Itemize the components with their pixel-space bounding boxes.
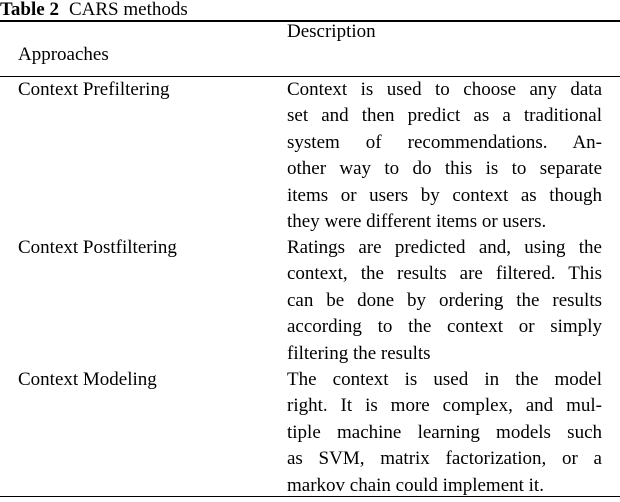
approach-cell: Context Modeling (18, 369, 157, 390)
description-line: Context is used to choose any data (287, 79, 602, 100)
header-approaches: Approaches (18, 44, 109, 65)
description-line: system of recommendations. An- (287, 131, 602, 153)
approach-cell: Context Prefiltering (18, 79, 170, 100)
description-cell (287, 235, 602, 367)
header-description: Description (287, 21, 376, 42)
description-line: set and then predict as a traditional (287, 105, 602, 127)
bottom-rule (0, 496, 620, 497)
description-line: right. It is more complex, and mul- (287, 395, 602, 417)
description-line: items or users by context as though (287, 184, 602, 206)
description-line: filtering the results (287, 342, 431, 364)
description-line: they were different items or users. (287, 211, 547, 233)
description-line: according to the context or simply (287, 316, 602, 338)
description-cell (287, 77, 602, 235)
table-label: Table 2 (0, 0, 59, 20)
description-line: other way to do this is to separate (287, 158, 602, 180)
description-cell (287, 367, 602, 499)
description-line: The context is used in the model (287, 369, 602, 390)
description-line: as SVM, matrix factorization, or a (287, 448, 602, 470)
description-line: context, the results are filtered. This (287, 263, 602, 285)
description-line: Ratings are predicted and, using the (287, 237, 602, 258)
table-title: CARS methods (68, 0, 188, 20)
description-line: markov chain could implement it. (287, 474, 544, 496)
approach-cell: Context Postfiltering (18, 237, 177, 258)
table-caption (0, 0, 188, 22)
description-line: can be done by ordering the results (287, 289, 602, 311)
description-line: tiple machine learning models such (287, 421, 602, 443)
